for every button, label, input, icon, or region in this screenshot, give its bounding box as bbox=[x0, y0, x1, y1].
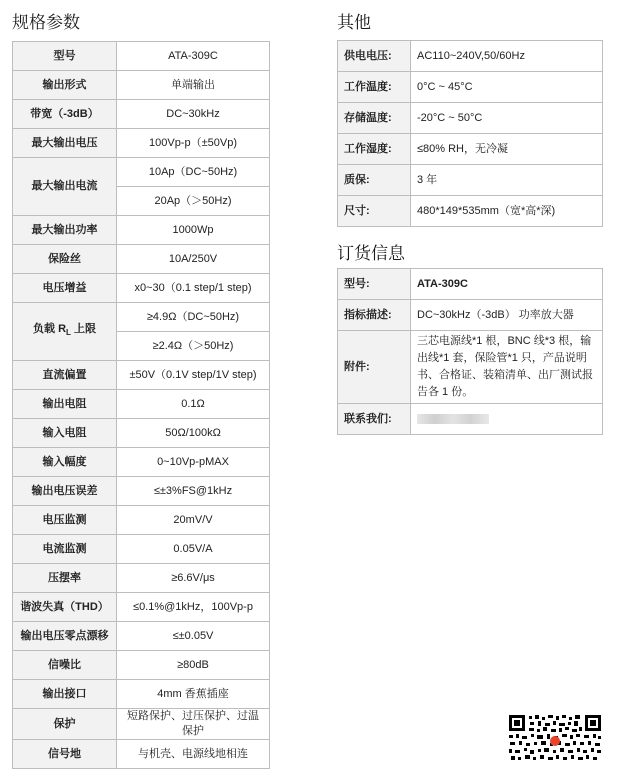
spec-label: 输出电阻 bbox=[13, 390, 117, 419]
order-label: 附件: bbox=[338, 331, 411, 404]
table-row bbox=[13, 129, 270, 158]
spec-value: ≥2.4Ω（＞50Hz) bbox=[117, 332, 270, 361]
spec-label: 输出电压误差 bbox=[13, 477, 117, 506]
spec-table bbox=[12, 41, 270, 769]
table-row bbox=[13, 361, 270, 390]
spec-label: 输出形式 bbox=[13, 71, 117, 100]
spec-value: 短路保护、过压保护、过温保护 bbox=[117, 709, 270, 740]
spec-label: 电压增益 bbox=[13, 274, 117, 303]
other-value: AC110~240V,50/60Hz bbox=[411, 41, 603, 72]
qr-code bbox=[507, 713, 603, 763]
table-row bbox=[13, 740, 270, 769]
order-label: 型号: bbox=[338, 269, 411, 300]
spec-label: 谐波失真（THD） bbox=[13, 593, 117, 622]
contact-value bbox=[411, 404, 603, 435]
spec-value: ≥6.6V/μs bbox=[117, 564, 270, 593]
spec-label: 直流偏置 bbox=[13, 361, 117, 390]
spec-value: ≥80dB bbox=[117, 651, 270, 680]
spec-label: 最大输出电压 bbox=[13, 129, 117, 158]
order-label: 指标描述: bbox=[338, 300, 411, 331]
table-row bbox=[13, 71, 270, 100]
other-title: 其他 bbox=[337, 13, 371, 32]
spec-value: 单端输出 bbox=[117, 71, 270, 100]
spec-value: x0~30（0.1 step/1 step) bbox=[117, 274, 270, 303]
spec-value: 与机壳、电源线地相连 bbox=[117, 740, 270, 769]
label-subscript: L bbox=[66, 328, 71, 338]
table-row bbox=[13, 42, 270, 71]
other-table bbox=[337, 40, 603, 227]
other-label: 尺寸: bbox=[338, 196, 411, 227]
spec-label: 最大输出功率 bbox=[13, 216, 117, 245]
label-main: 负载 R bbox=[33, 323, 67, 336]
spec-label: 输出接口 bbox=[13, 680, 117, 709]
table-row bbox=[338, 300, 603, 331]
table-row bbox=[13, 477, 270, 506]
spec-value: 4mm 香蕉插座 bbox=[117, 680, 270, 709]
table-row bbox=[338, 404, 603, 435]
table-row bbox=[338, 331, 603, 404]
spec-label: 电流监测 bbox=[13, 535, 117, 564]
other-label: 供电电压: bbox=[338, 41, 411, 72]
other-label: 存储温度: bbox=[338, 103, 411, 134]
spec-label: 输入幅度 bbox=[13, 448, 117, 477]
spec-label: 输出电压零点漂移 bbox=[13, 622, 117, 651]
order-value: DC~30kHz（-3dB） 功率放大器 bbox=[411, 300, 603, 331]
table-row bbox=[338, 134, 603, 165]
table-row bbox=[13, 390, 270, 419]
table-row bbox=[13, 419, 270, 448]
other-value: 480*149*535mm（宽*高*深) bbox=[411, 196, 603, 227]
table-row bbox=[13, 216, 270, 245]
table-row bbox=[338, 103, 603, 134]
table-row bbox=[13, 158, 270, 187]
table-row bbox=[338, 269, 603, 300]
table-row bbox=[13, 709, 270, 740]
table-row bbox=[13, 448, 270, 477]
spec-label: 压摆率 bbox=[13, 564, 117, 593]
spec-value: DC~30kHz bbox=[117, 100, 270, 129]
order-value: 三芯电源线*1 根，BNC 线*3 根，输出线*1 套，保险管*1 只，产品说明书、合格证、装箱清单、出厂测试报告各 1 份。 bbox=[411, 331, 603, 404]
other-value: ≤80% RH，无冷凝 bbox=[411, 134, 603, 165]
table-row bbox=[338, 41, 603, 72]
order-value: ATA-309C bbox=[411, 269, 603, 300]
order-table bbox=[337, 268, 603, 435]
spec-label bbox=[13, 303, 117, 361]
spec-label: 电压监测 bbox=[13, 506, 117, 535]
table-row bbox=[13, 651, 270, 680]
order-title: 订货信息 bbox=[337, 244, 405, 263]
spec-label: 信噪比 bbox=[13, 651, 117, 680]
table-row bbox=[13, 593, 270, 622]
table-row bbox=[13, 245, 270, 274]
spec-value: 20Ap（＞50Hz) bbox=[117, 187, 270, 216]
spec-value: 20mV/V bbox=[117, 506, 270, 535]
spec-label: 型号 bbox=[13, 42, 117, 71]
order-label: 联系我们: bbox=[338, 404, 411, 435]
spec-value: 10Ap（DC~50Hz) bbox=[117, 158, 270, 187]
spec-value: 50Ω/100kΩ bbox=[117, 419, 270, 448]
table-row bbox=[338, 165, 603, 196]
blurred-contact bbox=[417, 414, 489, 424]
table-row bbox=[13, 564, 270, 593]
table-row bbox=[13, 622, 270, 651]
table-row bbox=[338, 72, 603, 103]
table-row bbox=[13, 100, 270, 129]
spec-value: 100Vp-p（±50Vp) bbox=[117, 129, 270, 158]
table-row bbox=[338, 196, 603, 227]
spec-value: 1000Wp bbox=[117, 216, 270, 245]
spec-value: ATA-309C bbox=[117, 42, 270, 71]
other-label: 工作温度: bbox=[338, 72, 411, 103]
spec-value: ≤0.1%@1kHz，100Vp-p bbox=[117, 593, 270, 622]
table-row bbox=[13, 680, 270, 709]
table-row bbox=[13, 274, 270, 303]
table-row bbox=[13, 535, 270, 564]
spec-label: 信号地 bbox=[13, 740, 117, 769]
spec-value: 10A/250V bbox=[117, 245, 270, 274]
table-row bbox=[13, 506, 270, 535]
other-label: 质保: bbox=[338, 165, 411, 196]
other-value: -20°C ~ 50°C bbox=[411, 103, 603, 134]
spec-label: 带宽（-3dB） bbox=[13, 100, 117, 129]
spec-value: ≤±3%FS@1kHz bbox=[117, 477, 270, 506]
spec-label: 最大输出电流 bbox=[13, 158, 117, 216]
other-label: 工作湿度: bbox=[338, 134, 411, 165]
spec-value: 0.05V/A bbox=[117, 535, 270, 564]
spec-value: 0~10Vp-pMAX bbox=[117, 448, 270, 477]
other-value: 3 年 bbox=[411, 165, 603, 196]
spec-value: 0.1Ω bbox=[117, 390, 270, 419]
spec-label: 保护 bbox=[13, 709, 117, 740]
spec-label: 保险丝 bbox=[13, 245, 117, 274]
table-row bbox=[13, 303, 270, 332]
spec-value: ≤±0.05V bbox=[117, 622, 270, 651]
spec-label: 输入电阻 bbox=[13, 419, 117, 448]
label-tail: 上限 bbox=[70, 323, 96, 336]
spec-value: ±50V（0.1V step/1V step) bbox=[117, 361, 270, 390]
spec-value: ≥4.9Ω（DC~50Hz) bbox=[117, 303, 270, 332]
other-value: 0°C ~ 45°C bbox=[411, 72, 603, 103]
spec-title: 规格参数 bbox=[12, 13, 80, 32]
